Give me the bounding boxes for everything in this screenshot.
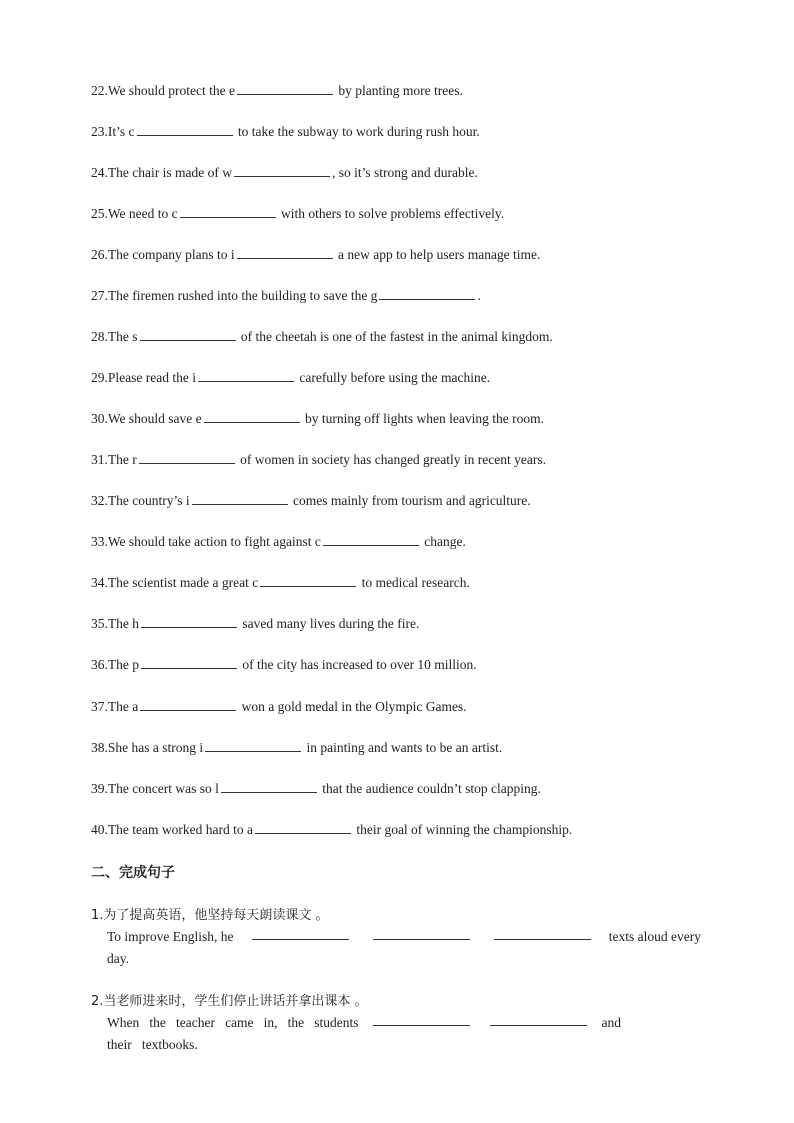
question-text: 39.The concert was so l (91, 781, 219, 796)
question-37 (91, 697, 467, 716)
answer-blank[interactable] (373, 926, 470, 940)
question-39 (91, 779, 541, 798)
question-text: their goal of winning the championship. (352, 822, 573, 837)
question-40 (91, 820, 572, 839)
answer-blank[interactable] (237, 81, 333, 95)
question-text: by turning off lights when leaving the room. (301, 411, 544, 426)
question-text: 35.The h (91, 616, 139, 631)
question-text: 31.The r (91, 452, 137, 467)
question-text: in painting and wants to be an artist. (303, 740, 503, 755)
question-text: 28.The s (91, 329, 138, 344)
question-text: . (477, 288, 481, 303)
question-24 (91, 163, 478, 182)
answer-blank[interactable] (140, 697, 236, 711)
question-33 (91, 532, 466, 551)
question-28 (91, 327, 553, 346)
question-text: of the city has increased to over 10 million. (239, 657, 477, 672)
answer-blank[interactable] (204, 409, 300, 423)
question-text: 37.The a (91, 699, 139, 714)
question-23 (91, 122, 480, 141)
answer-blank[interactable] (255, 820, 351, 834)
item-text: their textbooks. (107, 1037, 198, 1052)
question-text: saved many lives during the fire. (239, 616, 420, 631)
question-26 (91, 245, 540, 264)
item-text: day. (107, 951, 129, 966)
answer-blank[interactable] (234, 163, 330, 177)
question-text: 22.We should protect the e (91, 83, 235, 98)
question-text: of the cheetah is one of the fastest in the animal kingdom. (237, 329, 553, 344)
item-2-chinese: 2.当老师进来时，学生们停止讲话并拿出课本 。 (91, 994, 368, 1009)
answer-blank[interactable] (221, 779, 317, 793)
question-text: 40.The team worked hard to a (91, 822, 253, 837)
question-text: 33.We should take action to fight against c (91, 534, 321, 549)
question-34 (91, 573, 470, 592)
question-text: 32.The country’s i (91, 493, 190, 508)
question-36 (91, 655, 477, 674)
question-32 (91, 491, 531, 510)
answer-blank[interactable] (323, 532, 419, 546)
question-text: , so it’s strong and durable. (331, 165, 478, 180)
item-text: To improve English, he (107, 929, 234, 944)
question-text: 23.It’s c (91, 124, 135, 139)
question-30 (91, 409, 544, 428)
question-25 (91, 204, 504, 223)
question-text: change. (420, 534, 466, 549)
answer-blank[interactable] (373, 1012, 470, 1026)
answer-blank[interactable] (198, 368, 294, 382)
answer-blank[interactable] (252, 926, 349, 940)
question-text: to take the subway to work during rush hour. (234, 124, 480, 139)
answer-blank[interactable] (192, 491, 288, 505)
question-text: carefully before using the machine. (295, 370, 491, 385)
item-text: and (601, 1015, 621, 1030)
answer-blank[interactable] (379, 286, 475, 300)
answer-blank[interactable] (180, 204, 276, 218)
question-text: with others to solve problems effectively. (277, 206, 505, 221)
question-text: 38.She has a strong i (91, 740, 204, 755)
section-title: 二、完成句子 (91, 865, 175, 881)
question-38 (91, 738, 502, 757)
question-31 (91, 450, 546, 469)
answer-blank[interactable] (140, 327, 236, 341)
question-22 (91, 81, 463, 100)
question-text: 34.The scientist made a great c (91, 575, 259, 590)
question-29 (91, 368, 490, 387)
question-text: 30.We should save e (91, 411, 202, 426)
answer-blank[interactable] (141, 614, 237, 628)
answer-blank[interactable] (237, 245, 333, 259)
question-text: a new app to help users manage time. (334, 247, 541, 262)
answer-blank[interactable] (260, 573, 356, 587)
answer-blank[interactable] (205, 738, 301, 752)
answer-blank[interactable] (490, 1012, 587, 1026)
question-text: won a gold medal in the Olympic Games. (238, 699, 467, 714)
answer-blank[interactable] (137, 122, 233, 136)
item-1-english (107, 926, 701, 970)
item-text: When the teacher came in, the students (107, 1015, 359, 1030)
question-text: 24.The chair is made of w (91, 165, 232, 180)
question-text: 29.Please read the i (91, 370, 196, 385)
item-1-chinese: 1.为了提高英语，他坚持每天朗读课文 。 (91, 908, 329, 923)
question-text: 26.The company plans to i (91, 247, 235, 262)
item-text: texts aloud every (608, 929, 701, 944)
question-text: that the audience couldn’t stop clapping. (318, 781, 541, 796)
question-text: 36.The p (91, 657, 139, 672)
answer-blank[interactable] (139, 450, 235, 464)
question-text: by planting more trees. (335, 83, 463, 98)
question-35 (91, 614, 419, 633)
question-text: of women in society has changed greatly in recent years. (236, 452, 546, 467)
question-text: comes mainly from tourism and agriculture. (289, 493, 531, 508)
answer-blank[interactable] (141, 655, 237, 669)
question-text: 27.The firemen rushed into the building to save the g (91, 288, 378, 303)
question-text: 25.We need to c (91, 206, 178, 221)
question-27 (91, 286, 481, 305)
answer-blank[interactable] (494, 926, 591, 940)
item-2-english (107, 1012, 621, 1056)
question-text: to medical research. (358, 575, 470, 590)
